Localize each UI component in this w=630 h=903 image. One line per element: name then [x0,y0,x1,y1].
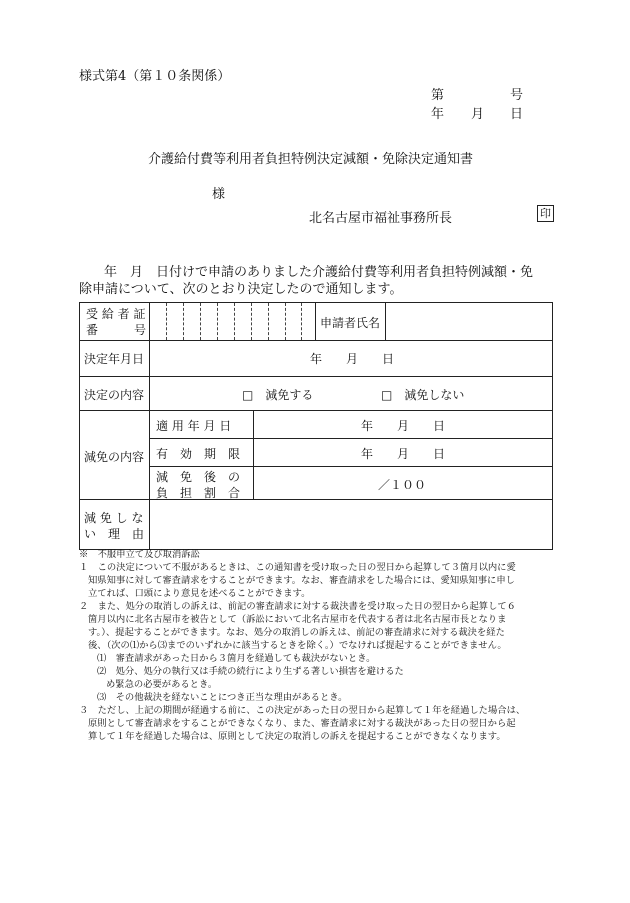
recipient-cert-label-2: 番 号 [86,323,147,337]
note-2-sub-2-line-1: ⑵ 処分、処分の執行又は手続の続行により生ずる著しい損害を避けるた [97,666,404,677]
intro-line-1: 年 月 日付けで申請のありました介護給付費等利用者負担特例減額・免 [104,265,534,280]
valid-period-label: 有 効 期 限 [156,447,241,461]
applicable-date-label: 適 用 年 月 日 [156,419,232,433]
doc-date-day: 日 [510,107,524,122]
doc-number-prefix: 第 [431,88,445,103]
after-ratio-value: ／１００ [378,478,427,492]
decision-date-value: 年 月 日 [310,352,395,366]
note-1-line-1: １ この決定について不服があるときは、この通知書を受け取った日の翌日から起算して３箇月以内に愛 [79,562,516,573]
note-2-line-3: す。）、提起することができます。なお、処分の取消しの訴えは、前記の審査請求に対する裁決を経た [88,627,505,638]
issuer-name: 北名古屋市福祉事務所長 [309,211,453,226]
applicant-name-label: 申請者氏名 [320,316,381,330]
doc-date-month: 月 [471,107,485,122]
option-not-exempt: □ 減免しない [381,388,465,402]
seal-mark: 印 [537,205,554,222]
doc-number-suffix: 号 [510,88,524,103]
form-id: 様式第4（第１０条関係） [79,69,231,84]
exemption-content-label: 減免の内容 [84,450,145,464]
decision-content-label: 決定の内容 [84,388,145,402]
option-exempt: □ 減免する [242,388,314,402]
after-ratio-label-2: 負 担 割 合 [156,486,241,500]
note-2-sub-1: ⑴ 審査請求があった日から３箇月を経過しても裁決がないとき。 [97,653,376,664]
notes-section [79,548,564,743]
reason-label-1: 減 免 し な [84,511,144,525]
addressee-suffix: 様 [212,187,226,202]
note-3-line-1: ３ ただし、上記の期間が経過する前に、この決定があった日の翌日から起算して１年を経過した場合は、 [79,705,526,716]
note-3-line-2: 原則として審査請求をすることができなくなり、また、審査請求に対する裁決があった日の翌日から起 [88,718,516,729]
note-1-line-3: 立てれば、口頭により意見を述べることができます。 [88,588,311,599]
note-2-sub-2-line-2: め緊急の必要があるとき。 [106,679,218,690]
note-2-line-4: 後、（次の⑴から⑶までのいずれかに該当するときを除く。）でなければ提起することができません。 [88,640,507,651]
decision-date-label: 決定年月日 [84,352,145,366]
applicable-date-value: 年 月 日 [361,419,446,433]
note-2-line-1: ２ また、処分の取消しの訴えは、前記の審査請求に対する裁決書を受け取った日の翌日から起算して６ [79,601,516,612]
after-ratio-label-1: 減 免 後 の [156,470,241,484]
note-2-line-2: 箇月以内に北名古屋市を被告として（訴訟において北名古屋市を代表する者は北名古屋市長となりま [88,614,507,625]
intro-line-2: 除申請について、次のとおり決定したので通知します。 [79,282,403,297]
note-1-line-2: 知県知事に対して審査請求をすることができます。なお、審査請求をした場合には、愛知県知事に申し [88,575,515,586]
valid-period-value: 年 月 日 [361,447,446,461]
note-3-line-3: 算して１年を経過した場合は、原則として決定の取消しの訴えを提起することができなくなります。 [88,731,506,742]
notes-heading: ※ 不服申立て及び取消訴訟 [79,549,200,560]
recipient-cert-label-1: 受 給 者 証 [86,307,146,321]
note-2-sub-3: ⑶ その他裁決を経ないことにつき正当な理由があるとき。 [97,692,348,703]
doc-date-year: 年 [431,107,445,122]
document-title: 介護給付費等利用者負担特例決定減額・免除決定通知書 [148,152,474,167]
reason-label-2: い 理 由 [84,527,145,541]
